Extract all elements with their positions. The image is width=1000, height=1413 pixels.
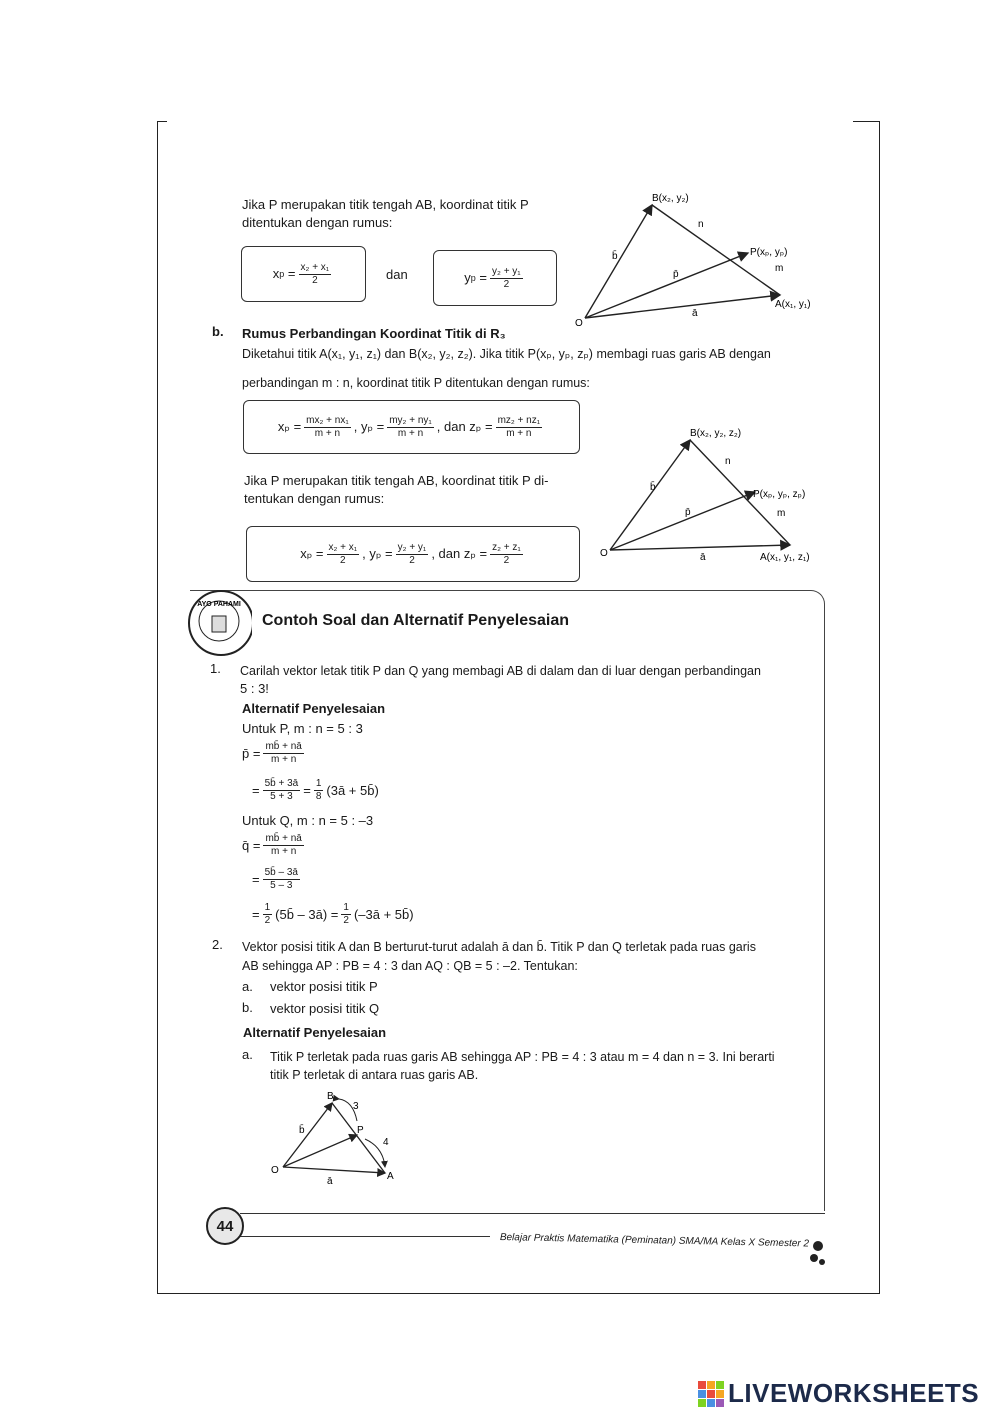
logo-text: LIVEWORKSHEETS: [728, 1378, 980, 1408]
q2-a-text: vektor posisi titik P: [270, 979, 378, 994]
diag2-m: m: [777, 508, 786, 519]
box4-xnum: x₂ + x₁: [328, 541, 358, 553]
q1-p2-eq: =: [252, 782, 260, 798]
q1-p2-num: 5b̄ + 3ā: [264, 778, 299, 789]
diag2-a: ā: [700, 552, 706, 563]
vector-diagram-2d: [570, 185, 830, 330]
diag1-p: p̄: [673, 269, 679, 280]
q1-p2-rest: (3ā + 5b̄): [326, 782, 379, 798]
footer-ornament-icon: [806, 1238, 828, 1268]
q1-q3-mid: (5b̄ – 3ā) =: [275, 906, 339, 922]
diag2-P: P(xₚ, yₚ, zₚ): [753, 489, 806, 500]
section-b-title: Rumus Perbandingan Koordinat Titik di R₃: [242, 326, 506, 341]
box3-xden: m + n: [314, 427, 341, 439]
q1-p-lhs: p̄ =: [242, 745, 261, 761]
box3-yden: m + n: [397, 427, 424, 439]
vector-diagram-small: [265, 1085, 415, 1190]
page-number: 44: [206, 1207, 244, 1245]
box3-ynum: my₂ + ny₁: [389, 414, 432, 426]
midpoint-r3-text-2: tentukan dengan rumus:: [244, 491, 385, 506]
frame-corner-right: [853, 121, 879, 122]
q1-q3-eq: =: [252, 906, 260, 922]
box3-znum: mz₂ + nz₁: [497, 414, 541, 426]
badge-text: AYO PAHAMI: [197, 601, 241, 608]
q1-p2-fnum: 1: [315, 778, 322, 789]
diag3-4: 4: [383, 1137, 389, 1148]
box1-den: 2: [312, 274, 318, 286]
formula-box-xp: x p = $\frac{\text{x₂ + x₁}}{2}$: [241, 246, 366, 302]
footer-line-top: [240, 1213, 825, 1214]
box1-num: x₂ + x₁: [300, 261, 330, 273]
q1-p-den: m + n: [271, 754, 297, 765]
footer-line-bottom: [240, 1236, 490, 1237]
diag1-b: b̄: [612, 251, 618, 262]
q1-q3-rest: (–3ā + 5b̄): [353, 906, 414, 922]
q2-a-letter: a.: [242, 979, 253, 994]
diag3-O: O: [271, 1165, 279, 1176]
liveworksheets-logo: [698, 1378, 979, 1409]
ayo-pahami-badge: [188, 590, 254, 656]
vector-diagram-3d: [595, 420, 835, 570]
q1-q-calc: [252, 867, 303, 892]
known-text-1: Diketahui titik A(x₁, y₁, z₁) dan B(x₂, y₂, z₂). Jika titik P(xₚ, yₚ, zₚ) membagi ruas garis AB dengan: [242, 347, 771, 361]
box4-znum: z₂ + z₁: [492, 541, 521, 553]
q1-untuk-q: Untuk Q, m : n = 5 : –3: [242, 813, 374, 828]
diag3-b: b̄: [299, 1125, 305, 1136]
diag1-O: O: [575, 318, 583, 329]
q2-alt-heading: Alternatif Penyelesaian: [243, 1025, 387, 1040]
q1-text-2: 5 : 3!: [240, 681, 269, 696]
box4-yp: , yₚ =: [362, 546, 393, 561]
formula-box-r3-midpoint: [246, 526, 580, 582]
box2-den: 2: [503, 278, 510, 290]
q1-p-num: mb̄ + nā: [265, 741, 302, 752]
q1-q3-fden: 2: [264, 915, 271, 926]
q1-q-lhs: q̄ =: [242, 837, 261, 853]
box2-lhs: y: [464, 270, 471, 285]
box1-lhs: x: [272, 266, 280, 281]
q1-q2-eq: =: [252, 871, 260, 887]
diag3-a: ā: [327, 1176, 333, 1187]
box3-xnum: mx₂ + nx₁: [306, 414, 349, 426]
box3-xp: xₚ =: [277, 419, 302, 434]
box4-xp: xₚ =: [300, 546, 324, 561]
box4-zp: , dan zₚ =: [431, 546, 488, 561]
footer-text: Belajar Praktis Matematika (Peminatan) SMA/MA Kelas X Semester 2: [499, 1232, 810, 1250]
q1-q2-den: 5 – 3: [270, 880, 293, 891]
formula-box-r3-ratio: [243, 400, 580, 454]
diag1-A: A(x₁, y₁): [775, 299, 811, 310]
diag2-b: b̄: [650, 482, 656, 493]
diag2-p: p̄: [685, 507, 691, 518]
q1-p-formula: [242, 741, 307, 766]
diag3-P: P: [357, 1125, 364, 1136]
box3-yp: , yₚ =: [353, 419, 385, 434]
q1-q2-num: 5b̄ – 3ā: [264, 867, 298, 878]
q1-q3-fden2: 2: [343, 915, 349, 926]
box3-zp: , dan zₚ =: [436, 419, 493, 434]
diag1-B: B(x₂, y₂): [652, 193, 689, 204]
midpoint-intro-text: Jika P merupakan titik tengah AB, koordinat titik P ditentukan dengan rumus:: [242, 197, 529, 230]
diag1-a: ā: [692, 308, 698, 319]
q2-sol-a-text-2: titik P terletak di antara ruas garis AB.: [270, 1068, 479, 1082]
q1-alt-heading: Alternatif Penyelesaian: [242, 701, 386, 716]
q1-p2-den: 5 + 3: [270, 791, 293, 802]
diag1-m: m: [775, 263, 784, 274]
q1-number: 1.: [210, 661, 221, 676]
q2-b-letter: b.: [242, 1000, 253, 1015]
logo-grid-icon: [698, 1381, 724, 1407]
diag3-A: A: [387, 1171, 394, 1182]
box4-ynum: y₂ + y₁: [397, 541, 427, 553]
q1-p2-mid: =: [303, 782, 311, 798]
diag2-B: B(x₂, y₂, z₂): [690, 428, 742, 439]
q1-q-formula: [242, 833, 307, 858]
q2-b-text: vektor posisi titik Q: [270, 1001, 380, 1016]
dan-label: dan: [386, 267, 408, 282]
q1-q-den: m + n: [271, 846, 297, 857]
badge-graphic: [190, 592, 248, 650]
diag3-3: 3: [353, 1101, 359, 1112]
q2-sol-a-letter: a.: [242, 1047, 253, 1062]
diag2-n: n: [725, 456, 731, 467]
diag1-n: n: [698, 219, 704, 230]
q2-text-2: AB sehingga AP : PB = 4 : 3 dan AQ : QB = 5 : –2. Tentukan:: [242, 959, 578, 973]
q2-number: 2.: [212, 937, 223, 952]
diag1-P: P(xₚ, yₚ): [750, 247, 788, 258]
q1-q-num: mb̄ + nā: [265, 833, 302, 844]
box2-sub: p: [470, 273, 476, 283]
diag3-B: B: [327, 1091, 334, 1102]
q1-untuk-p: Untuk P, m : n = 5 : 3: [242, 721, 363, 736]
box3-zden: m + n: [506, 427, 532, 439]
box4-yden: 2: [409, 554, 415, 566]
box4-zden: 2: [503, 554, 510, 566]
q1-q3-fnum: 1: [264, 902, 271, 913]
q2-text-1: Vektor posisi titik A dan B berturut-turut adalah ā dan b̄. Titik P dan Q terletak pada ruas garis: [242, 940, 756, 954]
section-b-letter: b.: [212, 324, 224, 339]
diag2-O: O: [600, 548, 608, 559]
q1-text-1: Carilah vektor letak titik P dan Q yang membagi AB di dalam dan di luar dengan perbandingan: [240, 664, 761, 678]
known-text-2: perbandingan m : n, koordinat titik P ditentukan dengan rumus:: [242, 376, 590, 390]
box1-sub: p: [279, 269, 285, 279]
q2-sol-a-text-1: Titik P terletak pada ruas garis AB sehingga AP : PB = 4 : 3 atau m = 4 dan n = 3. Ini berarti: [270, 1050, 775, 1064]
q1-p2-fden: 8: [315, 791, 322, 802]
box2-num: y₂ + y₁: [492, 265, 521, 277]
q1-p-calc: [252, 778, 379, 803]
frame-corner-left: [157, 121, 167, 122]
section-title: Contoh Soal dan Alternatif Penyelesaian: [252, 606, 579, 636]
q1-q-result: [252, 902, 414, 927]
box4-xden: 2: [340, 554, 346, 566]
formula-box-yp: y p = $\frac{\text{y₂ + y₁}}{2}$: [433, 250, 557, 306]
q1-q3-fnum2: 1: [343, 902, 349, 913]
midpoint-r3-text-1: Jika P merupakan titik tengah AB, koordinat titik P di-: [244, 473, 549, 488]
diag2-A: A(x₁, y₁, z₁): [760, 552, 810, 563]
